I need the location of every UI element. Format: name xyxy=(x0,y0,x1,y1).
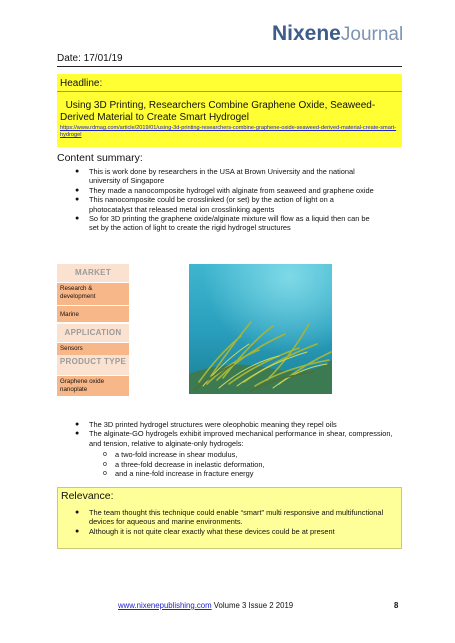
relevance-list xyxy=(75,508,393,536)
list-item: ● The team thought this technique could enable “smart” multi responsive and multifunctional devices for aqueous and marine environments. xyxy=(75,508,384,527)
list-item: ● The alginate-GO hydrogels exhibit improved mechanical performance in shear, compression, and tension, relative to alginate-only hydrogels: xyxy=(75,429,393,448)
issue-text: Volume 3 Issue 2 2019 xyxy=(211,601,294,610)
application-label: APPLICATION xyxy=(57,324,129,342)
market-value: Research & development xyxy=(57,282,129,305)
page-number: 8 xyxy=(394,601,399,610)
relevance-heading: Relevance: xyxy=(61,490,114,502)
logo-bold: Nixene xyxy=(272,22,341,45)
application-value: Sensors xyxy=(57,342,129,355)
headline-title: Using 3D Printing, Researchers Combine Graphene Oxide, Seaweed-Derived Material to Create Smart Hydrogel xyxy=(60,100,376,123)
content-summary-list xyxy=(75,167,375,233)
product-type-label: PRODUCT TYPE xyxy=(57,355,129,375)
findings-sub-list xyxy=(103,450,265,479)
journal-logo xyxy=(272,22,403,46)
findings-list xyxy=(75,420,395,448)
sub-list-item: o a three-fold decrease in inelastic deformation, xyxy=(103,459,265,469)
content-summary-heading: Content summary: xyxy=(57,152,143,164)
publisher-link[interactable]: www.nixenepublishing.com xyxy=(118,601,212,610)
relevance-box xyxy=(57,487,402,549)
market-value: Marine xyxy=(57,305,129,322)
circle-bullet-icon: o xyxy=(103,460,107,468)
tag-table xyxy=(57,264,129,396)
market-label: MARKET xyxy=(57,264,129,282)
seaweed-image xyxy=(189,264,332,394)
bullet-icon: ● xyxy=(75,527,80,535)
logo-light: Journal xyxy=(340,24,404,45)
sub-list-item: o a two-fold increase in shear modulus, xyxy=(103,450,238,459)
list-item: ● So for 3D printing the graphene oxide/alginate mixture will flow as a liquid then can be set by the action of light to create the rigid hydrogel structures xyxy=(75,214,370,233)
date-line xyxy=(57,53,402,67)
bullet-icon: ● xyxy=(75,168,80,175)
date-text: Date: 17/01/19 xyxy=(57,53,123,64)
bullet-icon: ● xyxy=(75,186,80,194)
footer xyxy=(118,601,293,610)
list-item: ● Although it is not quite clear exactly what these devices could be at present xyxy=(75,526,335,536)
headline-divider xyxy=(57,91,402,92)
bullet-icon: ● xyxy=(75,509,80,516)
circle-bullet-icon: o xyxy=(103,451,107,458)
bullet-icon: ● xyxy=(75,215,80,223)
bullet-icon: ● xyxy=(75,421,80,428)
headline-url-link[interactable]: https://www.rdmag.com/article/2019/01/using-3d-printing-researchers-combine-graphene-oxide-seaweed-derived-material-create-smart-hydrogel xyxy=(60,125,397,138)
list-item: ● They made a nanocomposite hydrogel with alginate from seaweed and graphene oxide xyxy=(75,185,374,195)
bullet-icon: ● xyxy=(75,196,80,204)
product-type-value: Graphene oxide nanoplate xyxy=(57,375,129,396)
bullet-icon: ● xyxy=(75,430,80,438)
headline-label: Headline: xyxy=(60,78,103,89)
circle-bullet-icon: o xyxy=(103,470,107,478)
list-item: ● The 3D printed hydrogel structures were oleophobic meaning they repel oils xyxy=(75,420,337,429)
list-item: ● This nanocomposite could be crosslinked (or set) by the action of light on a photocatalyst that released metal ion crosslinking agents xyxy=(75,195,334,214)
list-item: ● This is work done by researchers in the USA at Brown University and the national university of Singapore xyxy=(75,167,355,186)
seaweed-underwater-photo xyxy=(189,264,332,394)
sub-list-item: o and a nine-fold increase in fracture energy xyxy=(103,469,254,479)
